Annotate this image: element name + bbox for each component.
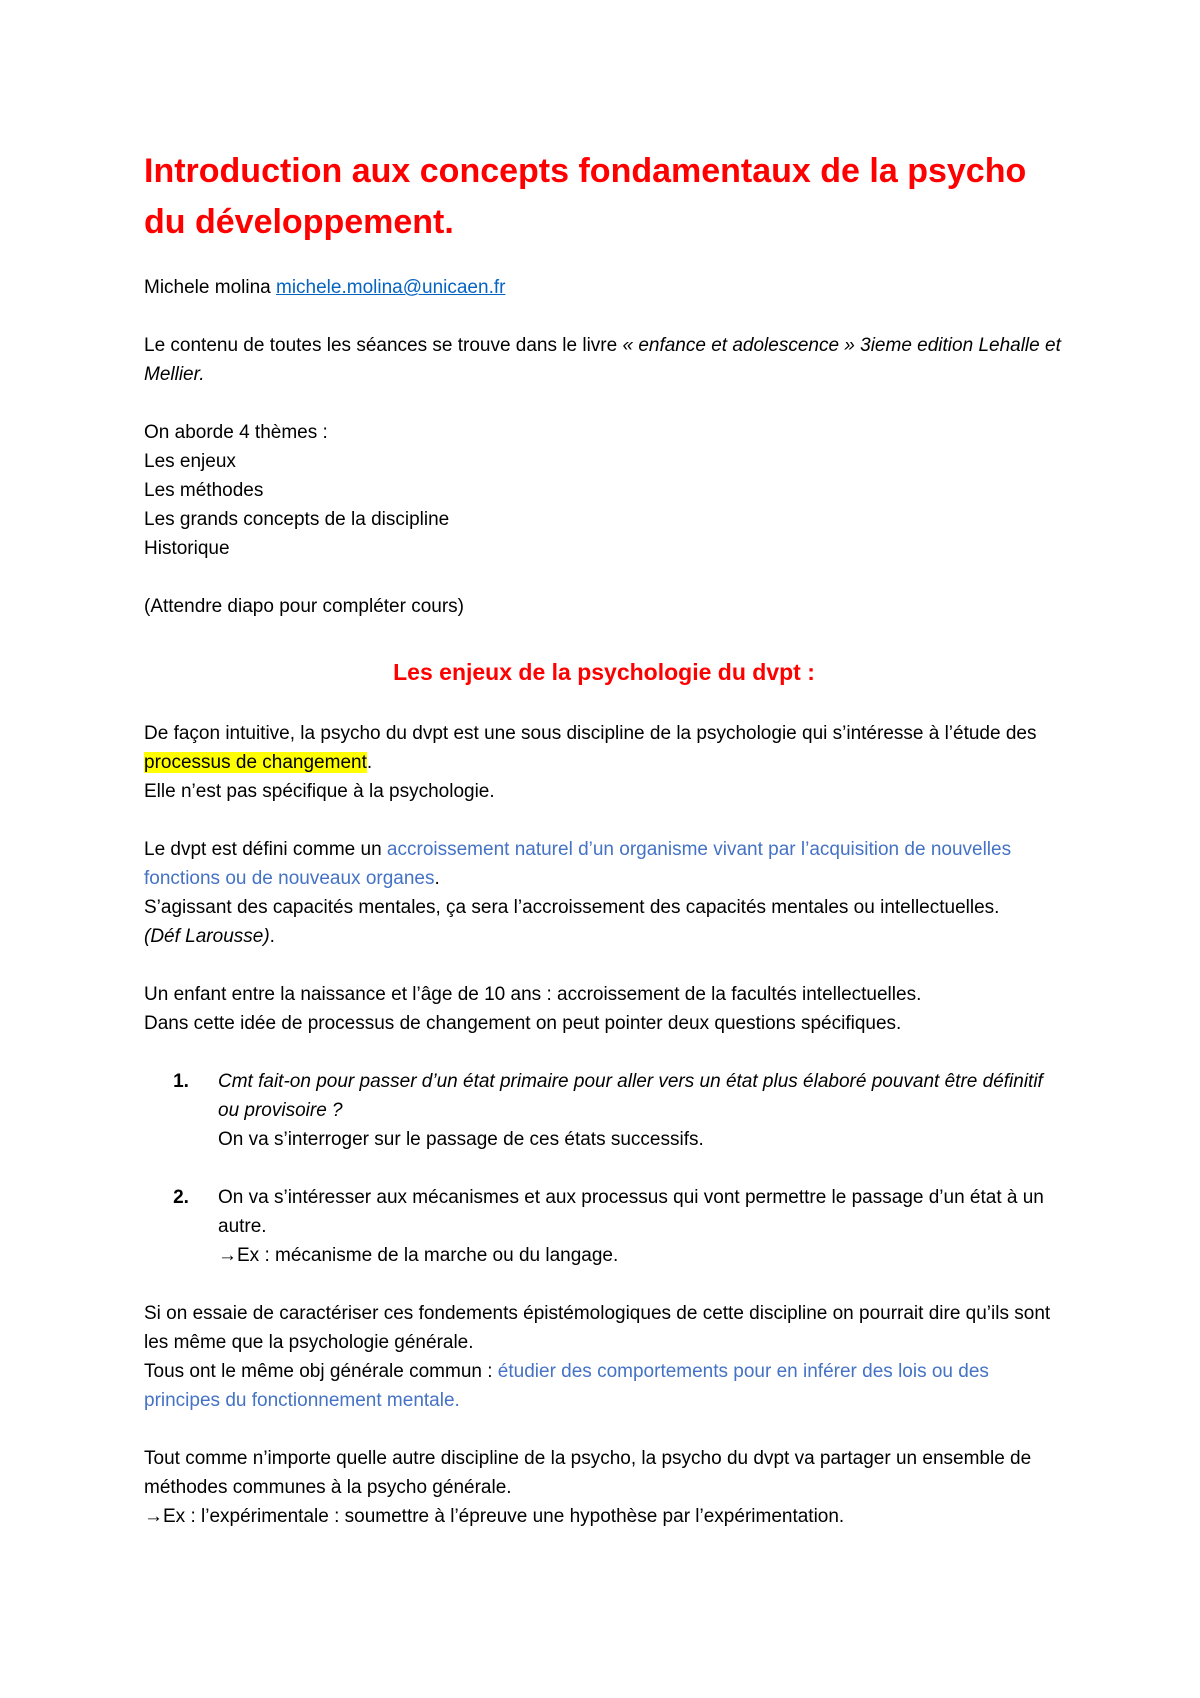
paragraph-child: Un enfant entre la naissance et l’âge de 10 ans : accroissement de la facultés intellectuelles. [144, 984, 922, 1005]
author-line [144, 273, 1064, 302]
definition-source [144, 922, 1064, 951]
paragraph-epistemology: Si on essaie de caractériser ces fondements épistémologiques de cette discipline on pourrait dire qu’ils sont les même que la psychologie générale. [144, 1303, 1051, 1353]
theme-item: Les enjeux [144, 451, 236, 472]
paragraph-questions: Dans cette idée de processus de changement on peut pointer deux questions spécifiques. [144, 1013, 902, 1034]
paragraph-definition [144, 835, 1064, 893]
list-text: On va s’intéresser aux mécanismes et aux processus qui vont permettre le passage d’un état à un autre. [218, 1187, 1044, 1237]
theme-item: Les méthodes [144, 480, 264, 501]
paragraph-text: Le dvpt est défini comme un [144, 839, 387, 860]
book-title: « enfance et adolescence » 3ieme edition Lehalle et Mellier. [144, 335, 1061, 385]
paragraph-mental-capacities: S’agissant des capacités mentales, ça sera l’accroissement des capacités mentales ou intellectuelles. [144, 897, 1000, 918]
theme-item: Les grands concepts de la discipline [144, 509, 450, 530]
paragraph-text: . [269, 926, 275, 947]
theme-item: Historique [144, 538, 230, 559]
author-name: Michele molina [144, 277, 276, 298]
book-reference-text: Le contenu de toutes les séances se trouve dans le livre [144, 335, 623, 356]
paragraph-example: →Ex : l’expérimentale : soumettre à l’épreuve une hypothèse par l’expérimentation. [144, 1506, 845, 1527]
author-email-link[interactable]: michele.molina@unicaen.fr [276, 277, 506, 298]
paragraph-text: . [434, 868, 440, 889]
paragraph-text: Tous ont le même obj générale commun : [144, 1361, 498, 1382]
list-item [144, 1067, 1064, 1154]
source-text: (Déf Larousse) [144, 926, 270, 947]
list-example: →Ex : mécanisme de la marche ou du langage. [218, 1245, 619, 1266]
highlighted-term: processus de changement [144, 752, 367, 773]
paragraph-intuitive [144, 719, 1064, 777]
paragraph-methods: Tout comme n’importe quelle autre discipline de la psycho, la psycho du dvpt va partager un ensemble de méthodes communes à la psycho générale. [144, 1448, 1032, 1498]
note: (Attendre diapo pour compléter cours) [144, 596, 464, 617]
book-reference [144, 331, 1064, 389]
paragraph-text: De façon intuitive, la psycho du dvpt est une sous discipline de la psychologie qui s’intéresse à l’étude des [144, 723, 1037, 744]
themes-intro: On aborde 4 thèmes : [144, 422, 328, 443]
page-title: Introduction aux concepts fondamentaux de la psycho du développement. [144, 152, 1027, 241]
section-title: Les enjeux de la psychologie du dvpt : [393, 659, 815, 685]
paragraph-not-specific: Elle n’est pas spécifique à la psychologie. [144, 781, 495, 802]
goal-text: étudier des comportements pour en inférer des lois ou des principes du fonctionnement mentale. [144, 1361, 989, 1411]
paragraph-text: . [366, 752, 373, 773]
definition-text: accroissement naturel d’un organisme vivant par l’acquisition de nouvelles fonctions ou de nouveaux organes [144, 839, 1012, 889]
document-content [144, 146, 1064, 1531]
list-text: On va s’interroger sur le passage de ces états successifs. [218, 1129, 704, 1150]
list-question: Cmt fait-on pour passer d’un état primaire pour aller vers un état plus élaboré pouvant être définitif ou provisoire ? [218, 1071, 1043, 1121]
list-number: 2. [173, 1187, 189, 1208]
paragraph-common-goal [144, 1357, 1064, 1415]
list-item [144, 1183, 1064, 1270]
list-number: 1. [173, 1071, 189, 1092]
